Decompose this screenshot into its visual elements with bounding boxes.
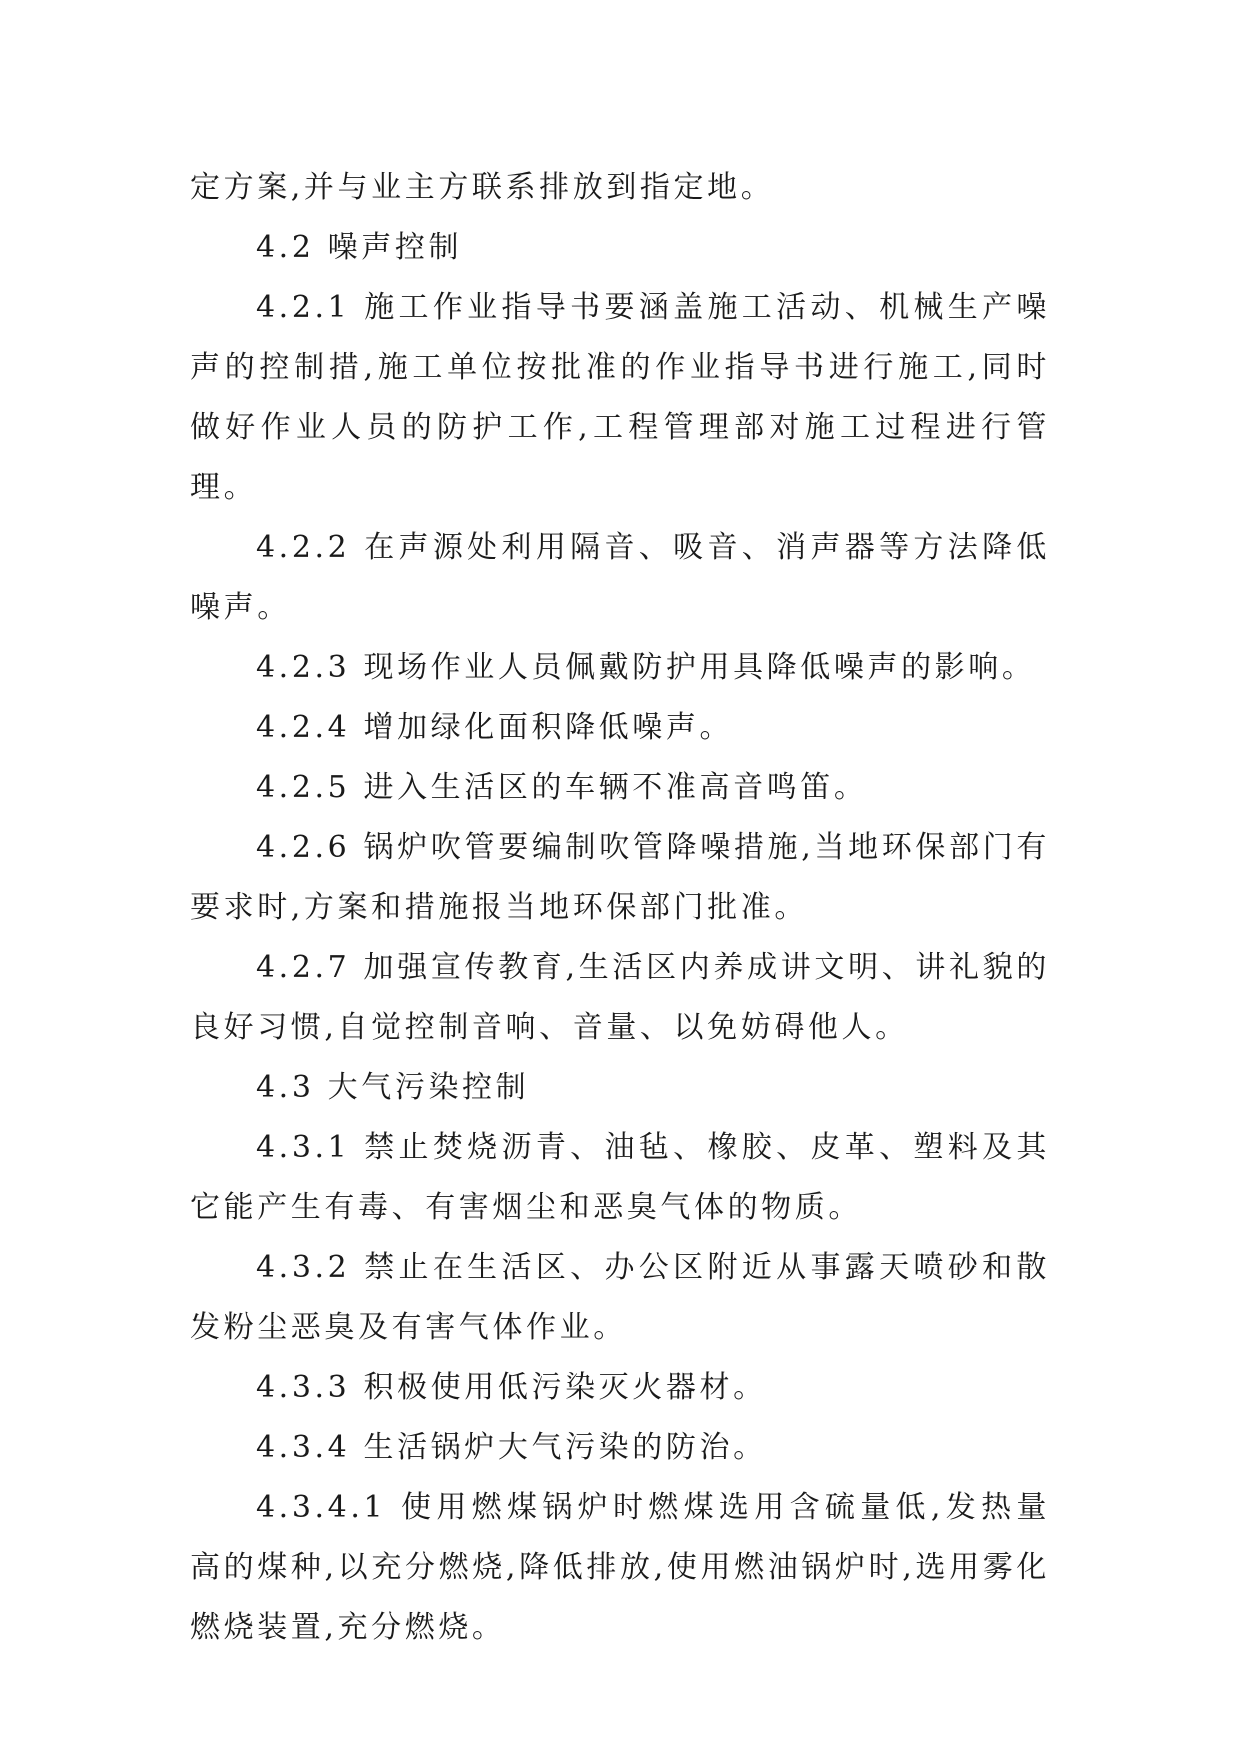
paragraph-4-2-4: 4.2.4 增加绿化面积降低噪声。 [256,710,734,745]
paragraph-continuation: 定方案,并与业主方联系排放到指定地。 [190,170,775,205]
paragraph-4-2-6: 4.2.6 锅炉吹管要编制吹管降噪措施,当地环保部门有要求时,方案和措施报当地环保部门批准。 [190,830,1050,925]
section-heading-4-2: 4.2 噪声控制 [256,230,463,265]
paragraph-4-3-2: 4.3.2 禁止在生活区、办公区附近从事露天喷砂和散发粉尘恶臭及有害气体作业。 [190,1250,1050,1345]
paragraph-4-2-1: 4.2.1 施工作业指导书要涵盖施工活动、机械生产噪声的控制措,施工单位按批准的作业指导书进行施工,同时做好作业人员的防护工作,工程管理部对施工过程进行管理。 [190,290,1050,505]
paragraph-4-2-3: 4.2.3 现场作业人员佩戴防护用具降低噪声的影响。 [256,650,1036,685]
paragraph-4-3-3: 4.3.3 积极使用低污染灭火器材。 [256,1370,767,1405]
document-body [190,158,1050,1658]
section-heading-4-3: 4.3 大气污染控制 [256,1070,530,1105]
paragraph-4-3-4: 4.3.4 生活锅炉大气污染的防治。 [256,1430,767,1465]
paragraph-4-2-2: 4.2.2 在声源处利用隔音、吸音、消声器等方法降低噪声。 [190,530,1050,625]
paragraph-4-2-7: 4.2.7 加强宣传教育,生活区内养成讲文明、讲礼貌的良好习惯,自觉控制音响、音量、以免妨碍他人。 [190,950,1050,1045]
paragraph-4-3-1: 4.3.1 禁止焚烧沥青、油毡、橡胶、皮革、塑料及其它能产生有毒、有害烟尘和恶臭气体的物质。 [190,1130,1050,1225]
paragraph-4-2-5: 4.2.5 进入生活区的车辆不准高音鸣笛。 [256,770,868,805]
paragraph-4-3-4-1: 4.3.4.1 使用燃煤锅炉时燃煤选用含硫量低,发热量高的煤种,以充分燃烧,降低排放,使用燃油锅炉时,选用雾化燃烧装置,充分燃烧。 [190,1490,1050,1645]
